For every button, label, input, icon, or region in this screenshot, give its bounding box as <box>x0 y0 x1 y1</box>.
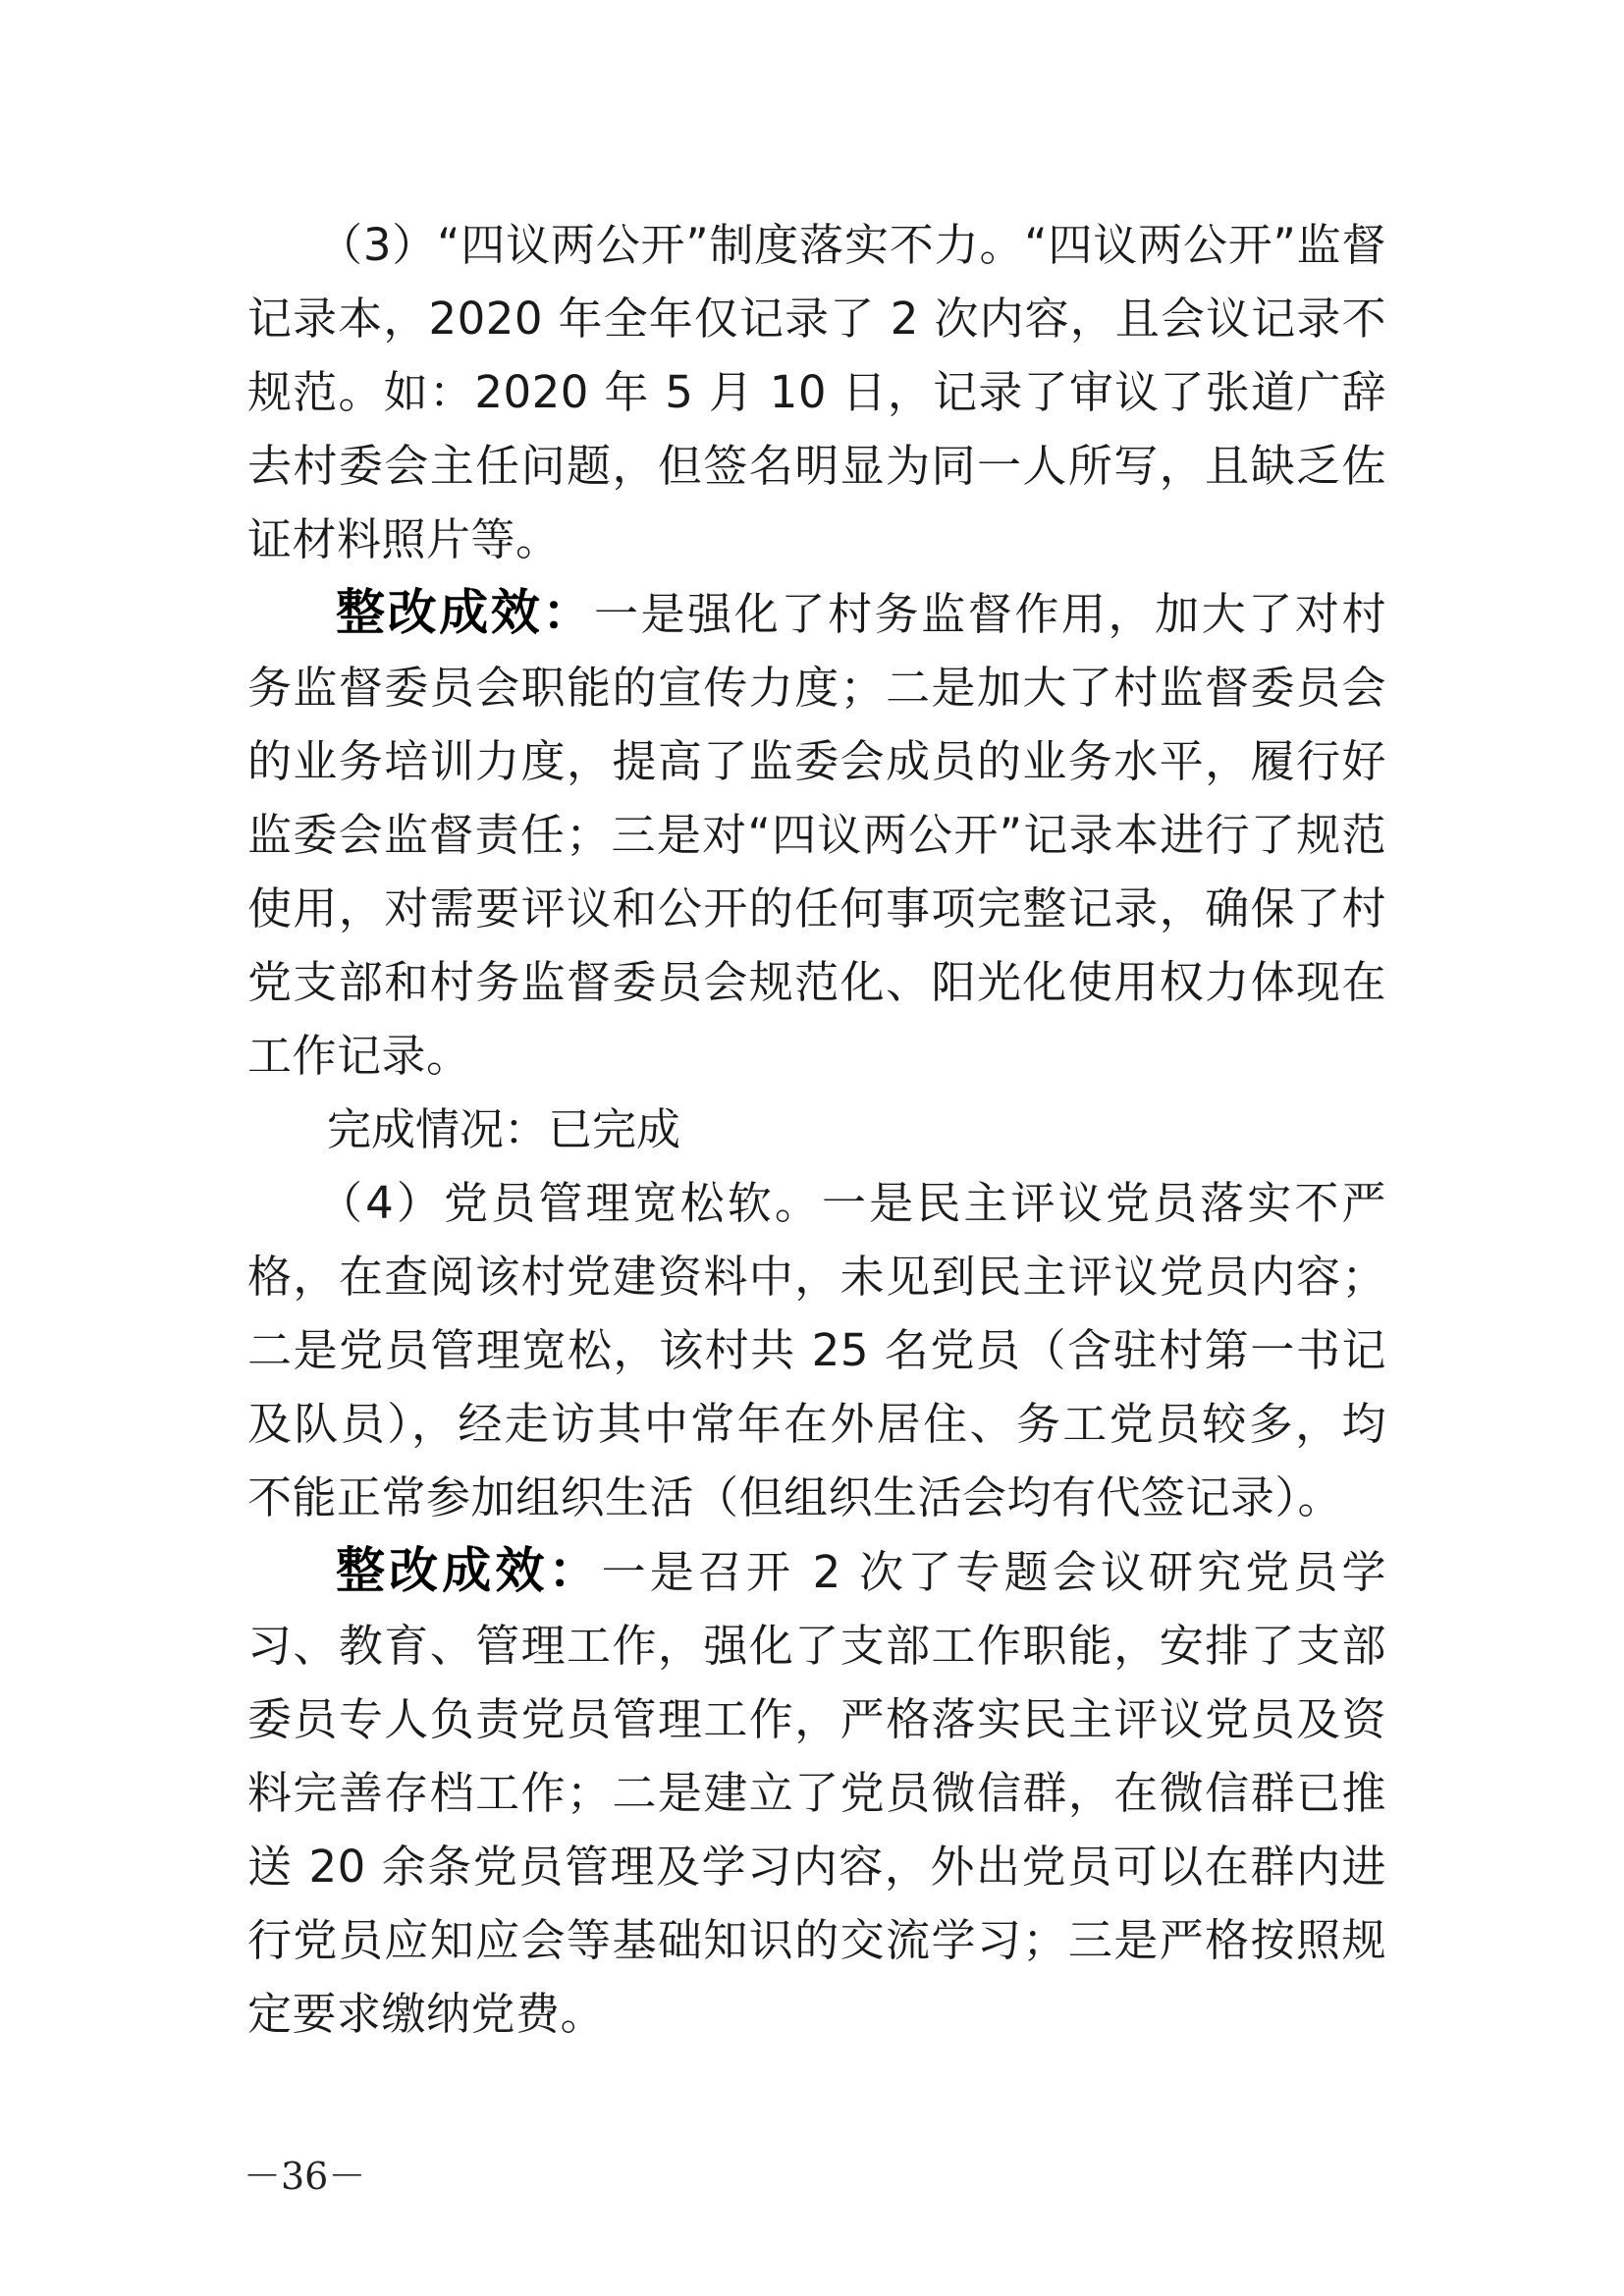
rectification-text: 一是召开 2 次了专题会议研究党员学习、教育、管理工作，强化了支部工作职能，安排了支部委员专人负责党员管理工作，严格落实民主评议党员及资料完善存档工作；二是建立了党员微信群，在微信群已推送 20 余条党员管理及学习内容，外出党员可以在群内进行党员应知应会等基础知识的交流学习；三是严格按照规定要求缴纳党费。 <box>247 1546 1386 2040</box>
paragraph-item-3 <box>247 208 1386 576</box>
rectification-result-paragraph-2 <box>247 1534 1386 2051</box>
paragraph-item-4 <box>247 1166 1386 1534</box>
rectification-label: 整改成效： <box>336 1542 602 1599</box>
rectification-text: 一是强化了村务监督作用，加大了对村务监督委员会职能的宣传力度；二是加大了村监督委员会的业务培训力度，提高了监委会成员的业务水平，履行好监委会监督责任；三是对“四议两公开”记录本进行了规范使用，对需要评议和公开的任何事项完整记录，确保了村党支部和村务监督委员会规范化、阳光化使用权力体现在工作记录。 <box>247 588 1386 1082</box>
paragraph-text: （3）“四议两公开”制度落实不力。“四议两公开”监督记录本，2020 年全年仅记录了 2 次内容，且会议记录不规范。如：2020 年 5 月 10 日，记录了审议了张道广辞去村委会主任问题，但签名明显为同一人所写，且缺乏佐证材料照片等。 <box>247 219 1386 565</box>
rectification-label: 整改成效： <box>336 584 594 641</box>
document-body <box>247 208 1386 2051</box>
rectification-result-paragraph-1 <box>247 576 1386 1093</box>
paragraph-text: （4）党员管理宽松软。一是民主评议党员落实不严格，在查阅该村党建资料中，未见到民主评议党员内容；二是党员管理宽松，该村共 25 名党员（含驻村第一书记及队员），经走访其中常年在外居住、务工党员较多，均不能正常参加组织生活（但组织生活会均有代签记录）。 <box>247 1177 1386 1523</box>
completion-status-text: 完成情况：已完成 <box>327 1103 681 1155</box>
completion-status <box>247 1093 1386 1166</box>
page-number: －36－ <box>244 2155 366 2198</box>
